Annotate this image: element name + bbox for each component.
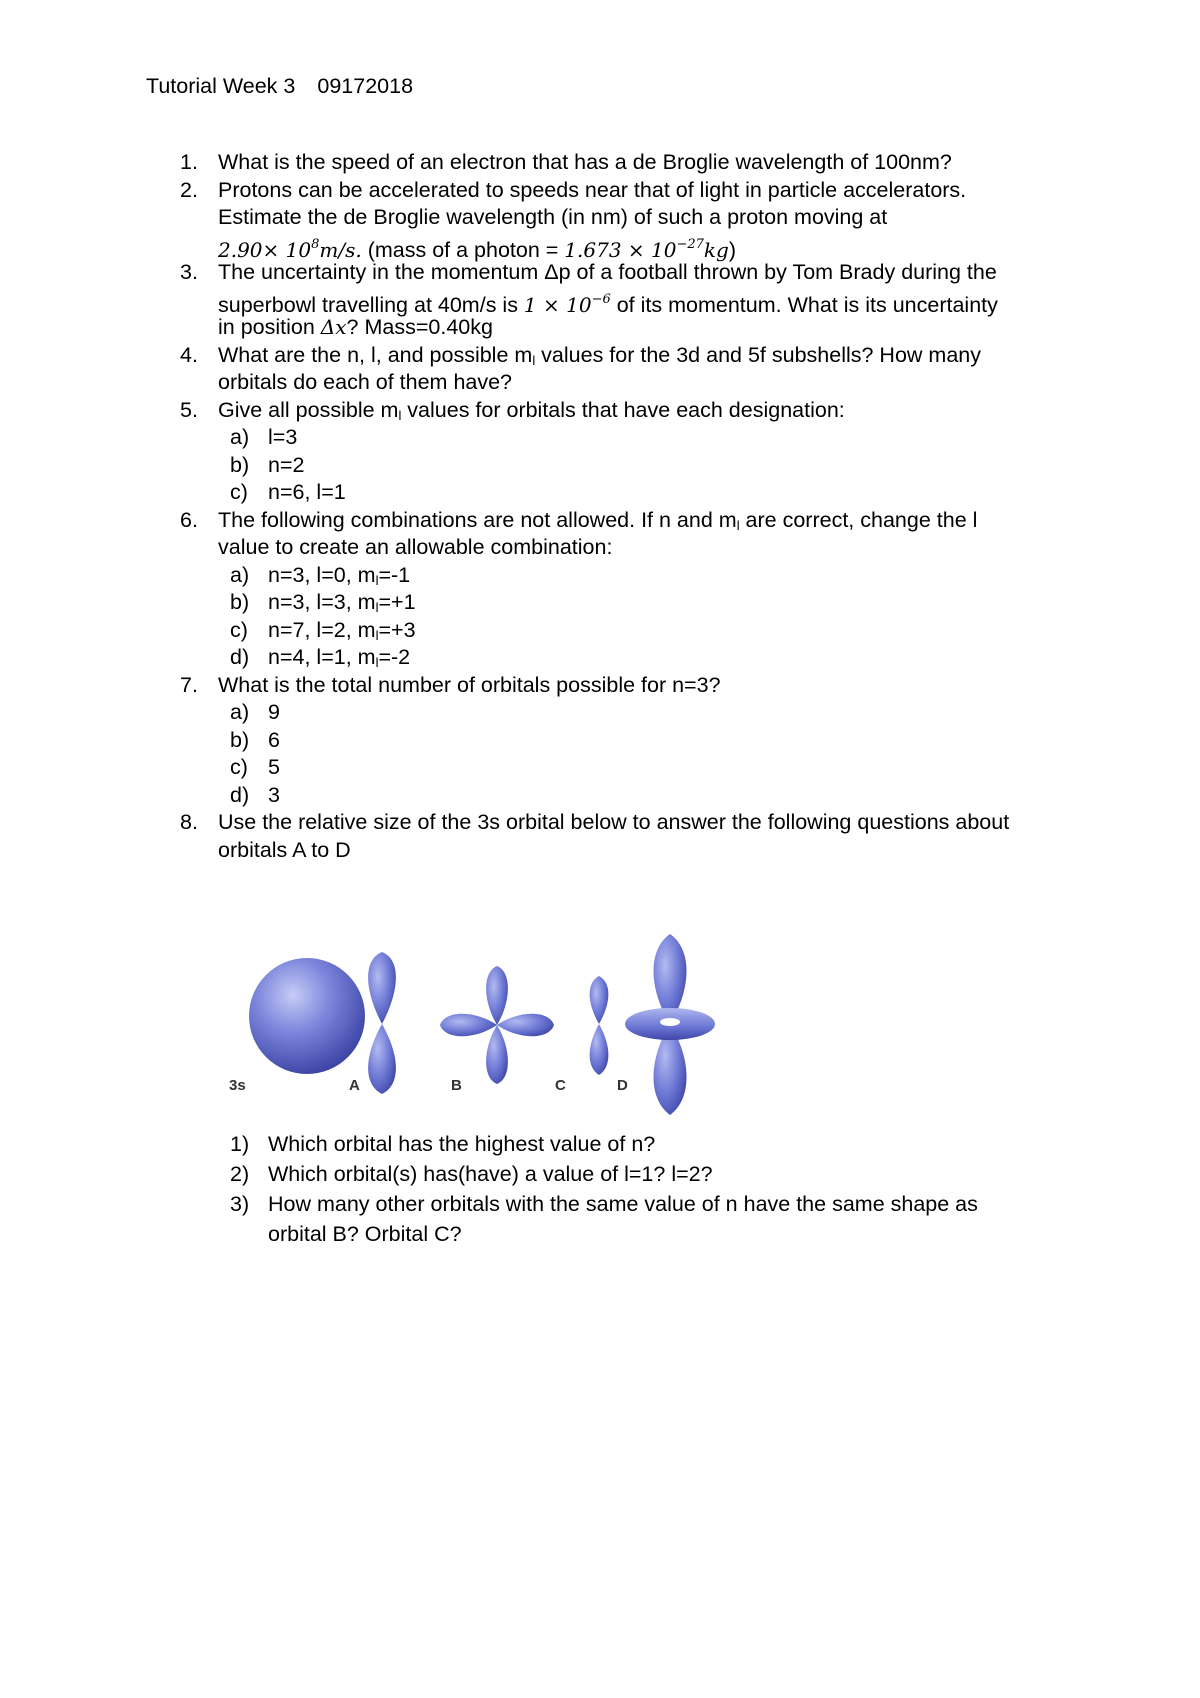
option-label: c) xyxy=(230,755,248,779)
text-segment: are correct, change the l xyxy=(739,508,978,532)
orbital-c xyxy=(590,976,609,1075)
text-segment: n=4, l=1, m xyxy=(268,645,376,669)
uncertainty-factor: 1 × 10 xyxy=(523,293,592,317)
text-segment: =+1 xyxy=(378,590,416,614)
question-number: 8. xyxy=(180,810,198,834)
subscript: l xyxy=(736,518,740,533)
orbitals-figure xyxy=(225,912,765,1122)
sub-question-text: How many other orbitals with the same value of n have the same shape as xyxy=(268,1192,978,1216)
text-segment: of its momentum. What is its uncertainty xyxy=(610,293,998,317)
text-segment: Give all possible m xyxy=(218,398,399,422)
question-text-line xyxy=(218,313,493,341)
question-number: 3. xyxy=(180,260,198,284)
item-label: b) xyxy=(230,590,250,614)
question-number: 4. xyxy=(180,343,198,367)
sub-question-label: 3) xyxy=(230,1192,250,1216)
text-segment: =+3 xyxy=(378,618,416,642)
uncertainty-exponent: −6 xyxy=(591,292,611,307)
question-text-line xyxy=(218,396,845,424)
option-text: 5 xyxy=(268,755,280,779)
option-text: 6 xyxy=(268,728,280,752)
text-segment: n=7, l=2, m xyxy=(268,618,376,642)
item-label: d) xyxy=(230,645,250,669)
sub-question-label: 1) xyxy=(230,1132,250,1156)
mass-unit: kg xyxy=(703,238,729,262)
subscript: l xyxy=(375,628,379,643)
label-a: A xyxy=(349,1077,360,1094)
option-text: 3 xyxy=(268,783,280,807)
sub-question-label: 2) xyxy=(230,1162,250,1186)
question-text-line: value to create an allowable combination: xyxy=(218,535,613,559)
question-text-line xyxy=(218,231,737,262)
question-text-line: Use the relative size of the 3s orbital below to answer the following questions about xyxy=(218,810,1010,834)
speed-unit: m/s. xyxy=(319,238,362,262)
text-segment: n=3, l=0, m xyxy=(268,563,376,587)
question-number: 1. xyxy=(180,150,198,174)
text-segment: values for the 3d and 5f subshells? How many xyxy=(535,343,981,367)
text-segment: =-2 xyxy=(378,645,411,669)
question-text-line: orbitals do each of them have? xyxy=(218,370,513,394)
question-text: What is the speed of an electron that has a de Broglie wavelength of 100nm? xyxy=(218,150,952,174)
page-title: Tutorial Week 3 xyxy=(146,74,296,98)
option-label: a) xyxy=(230,700,250,724)
item-text: n=6, l=1 xyxy=(268,480,346,504)
text-segment: values for orbitals that have each designation: xyxy=(401,398,845,422)
sub-question-text: Which orbital(s) has(have) a value of l=1? l=2? xyxy=(268,1162,713,1186)
subscript: l xyxy=(532,353,536,368)
subscript: l xyxy=(375,655,379,670)
text-segment: What are the n, l, and possible m xyxy=(218,343,533,367)
question-text-line xyxy=(218,341,981,369)
orbital-d xyxy=(625,934,715,1115)
subscript: l xyxy=(375,600,379,615)
label-d: D xyxy=(617,1077,628,1094)
question-text-line: Estimate the de Broglie wavelength (in nm) of such a proton moving at xyxy=(218,205,888,229)
speed-exponent: 8 xyxy=(311,237,320,252)
question-text-line: orbitals A to D xyxy=(218,838,351,862)
label-3s: 3s xyxy=(229,1077,246,1094)
question-number: 7. xyxy=(180,673,198,697)
mass-exponent: −27 xyxy=(676,237,704,252)
page-header xyxy=(146,74,413,99)
item-text xyxy=(268,561,410,589)
option-text: 9 xyxy=(268,700,280,724)
item-text xyxy=(268,643,410,671)
item-label: c) xyxy=(230,480,248,504)
text-segment: superbowl travelling at 40m/s is xyxy=(218,293,524,317)
text-segment: in position xyxy=(218,315,321,339)
item-text xyxy=(268,616,416,644)
label-b: B xyxy=(451,1077,462,1094)
orbital-b xyxy=(440,966,554,1084)
option-label: d) xyxy=(230,783,250,807)
item-label: b) xyxy=(230,453,250,477)
orbital-a xyxy=(368,952,396,1094)
question-text-line xyxy=(218,286,998,317)
item-text: l=3 xyxy=(268,425,298,449)
text-segment: ? Mass=0.40kg xyxy=(346,315,493,339)
question-number: 2. xyxy=(180,178,198,202)
question-number: 5. xyxy=(180,398,198,422)
question-text-line: Protons can be accelerated to speeds near that of light in particle accelerators. xyxy=(218,178,967,202)
item-text: n=2 xyxy=(268,453,305,477)
orbital-3s xyxy=(249,958,365,1074)
item-label: a) xyxy=(230,425,250,449)
label-c: C xyxy=(555,1077,566,1094)
speed-coefficient: 2.90× 10 xyxy=(218,238,312,262)
question-text-line: The uncertainty in the momentum Δp of a football thrown by Tom Brady during the xyxy=(218,260,997,284)
item-label: c) xyxy=(230,618,248,642)
sub-question-text: orbital B? Orbital C? xyxy=(268,1222,462,1246)
question-text: What is the total number of orbitals possible for n=3? xyxy=(218,673,721,697)
item-label: a) xyxy=(230,563,250,587)
mass-label: (mass of a photon = xyxy=(361,238,565,262)
subscript: l xyxy=(375,573,379,588)
option-label: b) xyxy=(230,728,250,752)
question-number: 6. xyxy=(180,508,198,532)
question-text-line xyxy=(218,506,977,534)
item-text xyxy=(268,588,416,616)
delta-x: Δx xyxy=(320,315,347,339)
subscript: l xyxy=(398,408,402,423)
page-date: 09172018 xyxy=(317,74,414,98)
text-segment: The following combinations are not allowed. If n and m xyxy=(218,508,737,532)
closing-paren: ) xyxy=(728,238,737,262)
mass-coefficient: 1.673 × 10 xyxy=(564,238,677,262)
sub-question-text: Which orbital has the highest value of n? xyxy=(268,1132,656,1156)
text-segment: n=3, l=3, m xyxy=(268,590,376,614)
text-segment: =-1 xyxy=(378,563,411,587)
